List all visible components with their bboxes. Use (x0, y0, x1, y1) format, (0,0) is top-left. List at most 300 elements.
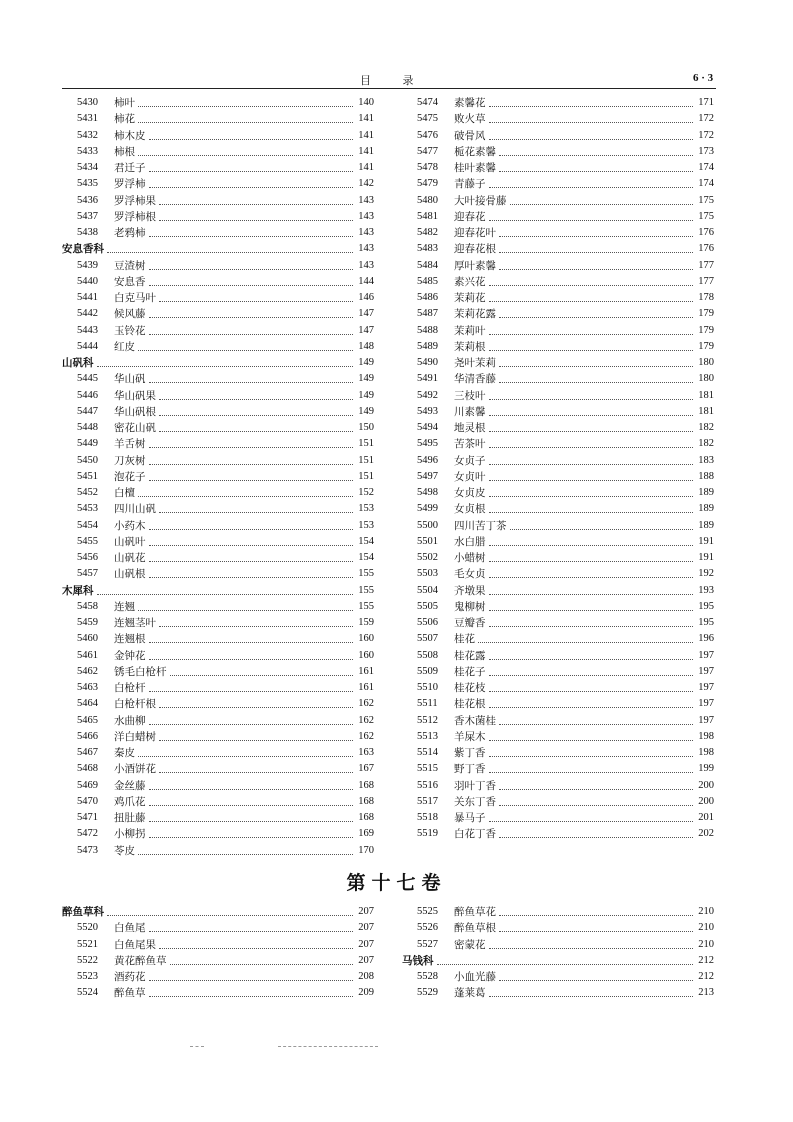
toc-entry (62, 209, 374, 225)
dot-leader (159, 219, 353, 221)
dot-leader (489, 333, 694, 335)
entry-name: 羊舌树 (114, 438, 146, 451)
toc-entry (62, 969, 374, 985)
entry-number: 5437 (77, 210, 98, 222)
dot-leader (149, 268, 354, 270)
entry-page: 175 (698, 210, 714, 222)
dot-leader (489, 560, 694, 562)
entry-name: 桂花露 (454, 649, 486, 662)
dot-leader (489, 446, 694, 448)
dot-leader (170, 674, 354, 676)
dot-leader (489, 706, 694, 708)
toc-entry (62, 550, 374, 566)
entry-page: 207 (358, 954, 374, 966)
entry-number: 5524 (77, 987, 98, 999)
entry-number: 5468 (77, 763, 98, 775)
dot-leader (149, 836, 354, 838)
entry-number: 5527 (417, 938, 438, 950)
dot-leader (149, 284, 354, 286)
entry-name: 女贞叶 (454, 470, 486, 483)
entry-page: 162 (358, 730, 374, 742)
entry-name: 华山矾果 (114, 389, 156, 402)
entry-page: 143 (358, 243, 374, 255)
toc-entry (62, 436, 374, 452)
entry-page: 143 (358, 210, 374, 222)
dot-leader (97, 593, 354, 595)
toc-entry (62, 225, 374, 241)
family-name: 山矾科 (62, 357, 94, 370)
entry-page: 152 (358, 487, 374, 499)
toc-entry (402, 550, 714, 566)
dot-leader (489, 430, 694, 432)
entry-page: 148 (358, 340, 374, 352)
entry-name: 尧叶茉莉 (454, 357, 496, 370)
entry-page: 176 (698, 243, 714, 255)
entry-number: 5508 (417, 649, 438, 661)
entry-number: 5432 (77, 129, 98, 141)
entry-number: 5512 (417, 714, 438, 726)
toc-entry (62, 615, 374, 631)
entry-number: 5504 (417, 584, 438, 596)
entry-name: 厚叶素馨 (454, 259, 496, 272)
entry-page: 143 (358, 227, 374, 239)
dot-leader (478, 641, 693, 643)
entry-number: 5498 (417, 487, 438, 499)
entry-number: 5489 (417, 340, 438, 352)
toc-entry (402, 176, 714, 192)
entry-name: 鬼柳树 (454, 600, 486, 613)
entry-page: 191 (698, 552, 714, 564)
dot-leader (489, 138, 694, 140)
toc-entry (402, 826, 714, 842)
toc-entry (62, 111, 374, 127)
entry-number: 5480 (417, 194, 438, 206)
dot-leader (149, 723, 354, 725)
entry-page: 141 (358, 129, 374, 141)
entry-page: 151 (358, 470, 374, 482)
toc-entry (62, 453, 374, 469)
toc-entry (62, 937, 374, 953)
toc-entry (62, 371, 374, 387)
entry-number: 5474 (417, 97, 438, 109)
toc-entry (62, 985, 374, 1001)
entry-name: 关东丁香 (454, 795, 496, 808)
entry-page: 161 (358, 682, 374, 694)
dot-leader (149, 788, 354, 790)
dot-leader (149, 138, 354, 140)
entry-name: 白枪杆根 (114, 698, 156, 711)
toc-entry (62, 388, 374, 404)
toc-entry (402, 904, 714, 920)
entry-name: 华清香藤 (454, 373, 496, 386)
entry-name: 茉莉根 (454, 340, 486, 353)
dot-leader (149, 316, 354, 318)
toc-entry (62, 274, 374, 290)
entry-page: 188 (698, 470, 714, 482)
dot-leader (149, 560, 354, 562)
entry-page: 149 (358, 405, 374, 417)
dot-leader (489, 186, 694, 188)
entry-page: 210 (698, 906, 714, 918)
entry-name: 柿根 (114, 145, 135, 158)
entry-name: 暴马子 (454, 812, 486, 825)
entry-number: 5479 (417, 178, 438, 190)
entry-name: 华山矾 (114, 373, 146, 386)
entry-name: 酒药花 (114, 971, 146, 984)
entry-page: 189 (698, 487, 714, 499)
entry-name: 罗浮柿根 (114, 210, 156, 223)
entry-number: 5500 (417, 519, 438, 531)
toc-entry (402, 339, 714, 355)
entry-page: 197 (698, 665, 714, 677)
entry-name: 迎春花 (454, 210, 486, 223)
entry-number: 5467 (77, 747, 98, 759)
dot-leader (138, 495, 353, 497)
entry-page: 195 (698, 600, 714, 612)
dot-leader (489, 755, 694, 757)
toc-entry (402, 258, 714, 274)
toc-entry (402, 680, 714, 696)
entry-number: 5471 (77, 812, 98, 824)
dot-leader (107, 914, 353, 916)
entry-number: 5502 (417, 552, 438, 564)
dot-leader (489, 739, 694, 741)
dot-leader (499, 979, 693, 981)
entry-number: 5485 (417, 275, 438, 287)
entry-page: 154 (358, 552, 374, 564)
entry-page: 212 (698, 954, 714, 966)
toc-entry (402, 631, 714, 647)
entry-number: 5495 (417, 438, 438, 450)
entry-name: 桂叶素馨 (454, 162, 496, 175)
dot-leader (499, 723, 693, 725)
dot-leader (138, 609, 353, 611)
toc-entry (62, 420, 374, 436)
entry-page: 169 (358, 828, 374, 840)
entry-page: 149 (358, 357, 374, 369)
dot-leader (159, 203, 353, 205)
dot-leader (489, 947, 694, 949)
entry-number: 5488 (417, 324, 438, 336)
toc-entry (62, 306, 374, 322)
entry-name: 羊屎木 (454, 730, 486, 743)
entry-number: 5469 (77, 779, 98, 791)
entry-name: 桂花枝 (454, 682, 486, 695)
entry-name: 连翘 (114, 600, 135, 613)
entry-name: 金钟花 (114, 649, 146, 662)
entry-number: 5444 (77, 340, 98, 352)
entry-name: 女贞根 (454, 503, 486, 516)
dot-leader (510, 203, 694, 205)
entry-name: 豆渣树 (114, 259, 146, 272)
entry-name: 茉莉花露 (454, 308, 496, 321)
entry-number: 5472 (77, 828, 98, 840)
toc-family-heading (402, 953, 714, 969)
entry-number: 5487 (417, 308, 438, 320)
entry-number: 5461 (77, 649, 98, 661)
entry-name: 小药木 (114, 519, 146, 532)
family-name: 安息香科 (62, 243, 104, 256)
toc-entry (62, 501, 374, 517)
entry-name: 君迁子 (114, 162, 146, 175)
entry-name: 红皮 (114, 340, 135, 353)
toc-entry (62, 631, 374, 647)
entry-page: 171 (698, 97, 714, 109)
entry-name: 罗浮柿 (114, 178, 146, 191)
entry-page: 197 (698, 649, 714, 661)
entry-page: 140 (358, 97, 374, 109)
entry-page: 207 (358, 938, 374, 950)
toc-entry (62, 680, 374, 696)
entry-name: 毛女贞 (454, 568, 486, 581)
toc-entry (62, 794, 374, 810)
entry-page: 143 (358, 259, 374, 271)
toc-entry (62, 729, 374, 745)
entry-page: 192 (698, 568, 714, 580)
entry-number: 5435 (77, 178, 98, 190)
entry-number: 5493 (417, 405, 438, 417)
toc-entry (62, 778, 374, 794)
entry-page: 197 (698, 714, 714, 726)
entry-number: 5475 (417, 113, 438, 125)
dot-leader (149, 235, 354, 237)
toc-family-heading (62, 241, 374, 257)
entry-number: 5465 (77, 714, 98, 726)
dot-leader (149, 690, 354, 692)
dot-leader (149, 930, 354, 932)
dot-leader (149, 658, 354, 660)
entry-number: 5515 (417, 763, 438, 775)
entry-name: 刀灰树 (114, 454, 146, 467)
toc-entry (402, 306, 714, 322)
dot-leader (510, 528, 694, 530)
entry-name: 地灵根 (454, 422, 486, 435)
toc-entry (402, 404, 714, 420)
entry-page: 189 (698, 503, 714, 515)
entry-number: 5464 (77, 698, 98, 710)
toc-entry (402, 920, 714, 936)
dot-leader (149, 381, 354, 383)
entry-name: 山矾花 (114, 552, 146, 565)
toc-entry (402, 664, 714, 680)
entry-name: 密花山矾 (114, 422, 156, 435)
entry-number: 5446 (77, 389, 98, 401)
dot-leader (499, 235, 693, 237)
entry-page: 191 (698, 535, 714, 547)
entry-number: 5454 (77, 519, 98, 531)
entry-name: 小血光藤 (454, 971, 496, 984)
toc-entry (402, 144, 714, 160)
entry-name: 水曲柳 (114, 714, 146, 727)
dot-leader (489, 121, 694, 123)
toc-entry (62, 404, 374, 420)
dot-leader (489, 511, 694, 513)
dot-leader (138, 853, 353, 855)
toc-entry (62, 160, 374, 176)
entry-name: 柿木皮 (114, 129, 146, 142)
entry-number: 5484 (417, 259, 438, 271)
entry-number: 5514 (417, 747, 438, 759)
toc-entry (402, 566, 714, 582)
dot-leader (149, 979, 354, 981)
dot-leader (499, 804, 693, 806)
toc-family-heading (62, 583, 374, 599)
dot-leader (138, 121, 353, 123)
entry-number: 5496 (417, 454, 438, 466)
entry-name: 破骨风 (454, 129, 486, 142)
entry-number: 5492 (417, 389, 438, 401)
toc-entry (62, 323, 374, 339)
entry-name: 大叶接骨藤 (454, 194, 507, 207)
entry-name: 苦茶叶 (454, 438, 486, 451)
entry-number: 5439 (77, 259, 98, 271)
dot-leader (107, 251, 353, 253)
entry-number: 5519 (417, 828, 438, 840)
dot-leader (149, 186, 354, 188)
entry-name: 素兴花 (454, 275, 486, 288)
toc-entry (402, 241, 714, 257)
toc-entry (402, 985, 714, 1001)
entry-number: 5507 (417, 633, 438, 645)
dot-leader (499, 268, 693, 270)
entry-page: 172 (698, 129, 714, 141)
dot-leader (489, 690, 694, 692)
toc-entry (402, 193, 714, 209)
scan-artifact (190, 1046, 204, 1048)
entry-name: 桂花根 (454, 698, 486, 711)
entry-page: 141 (358, 113, 374, 125)
entry-name: 泡花子 (114, 470, 146, 483)
entry-page: 151 (358, 454, 374, 466)
entry-name: 三枝叶 (454, 389, 486, 402)
entry-page: 193 (698, 584, 714, 596)
entry-page: 155 (358, 600, 374, 612)
dot-leader (149, 479, 354, 481)
dot-leader (489, 544, 694, 546)
toc-entry (62, 953, 374, 969)
entry-page: 209 (358, 987, 374, 999)
entry-name: 青藤子 (454, 178, 486, 191)
toc-entry (402, 436, 714, 452)
entry-page: 149 (358, 389, 374, 401)
dot-leader (138, 154, 353, 156)
entry-page: 189 (698, 519, 714, 531)
entry-number: 5501 (417, 535, 438, 547)
dot-leader (149, 333, 354, 335)
entry-name: 栀花素馨 (454, 145, 496, 158)
dot-leader (159, 511, 353, 513)
toc-entry (402, 599, 714, 615)
toc-family-heading (62, 355, 374, 371)
entry-number: 5503 (417, 568, 438, 580)
toc-entry (62, 761, 374, 777)
entry-name: 扭肚藤 (114, 812, 146, 825)
dot-leader (489, 463, 694, 465)
dot-leader (159, 430, 353, 432)
toc-entry (402, 810, 714, 826)
entry-number: 5452 (77, 487, 98, 499)
dot-leader (170, 963, 354, 965)
entry-page: 179 (698, 324, 714, 336)
entry-name: 羽叶丁香 (454, 779, 496, 792)
dot-leader (499, 788, 693, 790)
entry-name: 罗浮柿果 (114, 194, 156, 207)
toc-entry (62, 176, 374, 192)
toc-entry (62, 696, 374, 712)
entry-name: 四川山矾 (114, 503, 156, 516)
entry-number: 5528 (417, 971, 438, 983)
toc-entry (402, 615, 714, 631)
dot-leader (489, 658, 694, 660)
entry-name: 老鸦柿 (114, 227, 146, 240)
entry-name: 女贞子 (454, 454, 486, 467)
dot-leader (499, 365, 693, 367)
toc-entry (402, 501, 714, 517)
dot-leader (499, 914, 693, 916)
entry-page: 195 (698, 617, 714, 629)
entry-number: 5491 (417, 373, 438, 385)
toc-entry (402, 371, 714, 387)
toc-entry (402, 937, 714, 953)
toc-entry (62, 920, 374, 936)
entry-page: 174 (698, 162, 714, 174)
dot-leader (437, 963, 694, 965)
entry-number: 5450 (77, 454, 98, 466)
entry-number: 5445 (77, 373, 98, 385)
entry-name: 柿花 (114, 113, 135, 126)
entry-page: 202 (698, 828, 714, 840)
dot-leader (489, 219, 694, 221)
family-name: 马钱科 (402, 954, 434, 967)
toc-entry (402, 290, 714, 306)
entry-page: 198 (698, 730, 714, 742)
dot-leader (159, 771, 353, 773)
dot-leader (138, 105, 353, 107)
entry-number: 5443 (77, 324, 98, 336)
toc-entry (402, 778, 714, 794)
entry-page: 175 (698, 194, 714, 206)
entry-name: 秦皮 (114, 747, 135, 760)
dot-leader (159, 739, 353, 741)
entry-number: 5449 (77, 438, 98, 450)
dot-leader (499, 316, 693, 318)
entry-name: 醉鱼草花 (454, 906, 496, 919)
toc-entry (62, 843, 374, 859)
entry-page: 179 (698, 308, 714, 320)
toc-entry (402, 469, 714, 485)
entry-name: 迎春花叶 (454, 227, 496, 240)
entry-number: 5447 (77, 405, 98, 417)
entry-page: 180 (698, 373, 714, 385)
toc-entry (402, 583, 714, 599)
toc-column-bottom-right (402, 904, 714, 1002)
entry-page: 177 (698, 259, 714, 271)
dot-leader (159, 398, 353, 400)
dot-leader (499, 154, 693, 156)
toc-entry (62, 469, 374, 485)
entry-number: 5457 (77, 568, 98, 580)
entry-page: 182 (698, 422, 714, 434)
toc-entry (62, 339, 374, 355)
entry-page: 182 (698, 438, 714, 450)
entry-number: 5473 (77, 844, 98, 856)
entry-page: 154 (358, 535, 374, 547)
entry-page: 210 (698, 938, 714, 950)
entry-number: 5511 (417, 698, 438, 710)
entry-name: 香木菌桂 (454, 714, 496, 727)
toc-entry (62, 810, 374, 826)
toc-entry (402, 453, 714, 469)
